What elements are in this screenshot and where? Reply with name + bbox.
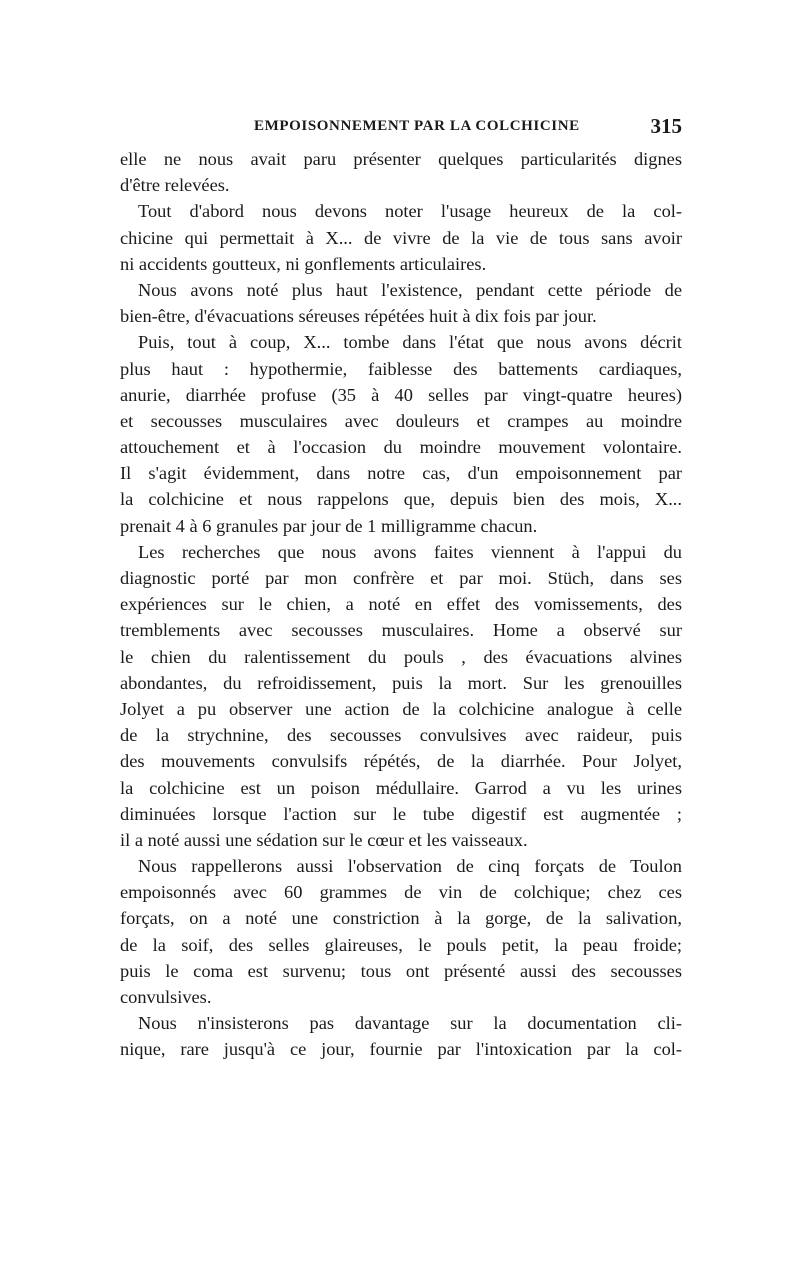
text-line: expériences sur le chien, a noté en effet des vomissements, des [120, 594, 682, 615]
text-line: forçats, on a noté une constriction à la gorge, de la salivation, [120, 908, 682, 929]
text-line: tremblements avec secousses musculaires. Home a observé sur [120, 620, 682, 641]
text-line: Nous rappellerons aussi l'observation de cinq forçats de Toulon [138, 856, 682, 877]
text-line: chicine qui permettait à X... de vivre de la vie de tous sans avoir [120, 227, 682, 248]
text-line: puis le coma est survenu; tous ont présenté aussi des secousses [120, 960, 682, 981]
text-line: nique, rare jusqu'à ce jour, fournie par l'intoxication par la col- [120, 1039, 682, 1060]
text-line: la colchicine et nous rappelons que, depuis bien des mois, X... [120, 489, 682, 510]
text-line: il a noté aussi une sédation sur le cœur et les vaisseaux. [120, 829, 528, 850]
text-line: diagnostic porté par mon confrère et par moi. Stüch, dans ses [120, 568, 682, 588]
running-head [120, 112, 682, 142]
text-line: prenait 4 à 6 granules par jour de 1 milligramme chacun. [120, 515, 538, 536]
text-line: Nous avons noté plus haut l'existence, pendant cette période de [138, 279, 682, 300]
text-line: Tout d'abord nous devons noter l'usage heureux de la col- [138, 201, 682, 222]
text-line: abondantes, du refroidissement, puis la mort. Sur les grenouilles [120, 672, 682, 693]
book-page [120, 112, 682, 1063]
text-line: bien-être, d'évacuations séreuses répétées huit à dix fois par jour. [120, 306, 597, 327]
text-line: des mouvements convulsifs répétés, de la diarrhée. Pour Jolyet, [120, 751, 682, 772]
page-number: 315 [650, 114, 682, 138]
text-line: plus haut : hypothermie, faiblesse des battements cardiaques, [120, 358, 682, 379]
text-line: anurie, diarrhée profuse (35 à 40 selles par vingt-quatre heures) [120, 384, 682, 405]
text-line: diminuées lorsque l'action sur le tube digestif est augmentée ; [120, 803, 682, 824]
text-line: attouchement et à l'occasion du moindre mouvement volontaire. [120, 437, 682, 458]
text-line: ni accidents goutteux, ni gonflements articulaires. [120, 253, 487, 274]
text-line: elle ne nous avait paru présenter quelques particularités dignes [120, 149, 682, 169]
text-line: Les recherches que nous avons faites viennent à l'appui du [138, 541, 682, 562]
text-line: le chien du ralentissement du pouls , des évacuations alvines [120, 646, 682, 667]
text-line: Puis, tout à coup, X... tombe dans l'état que nous avons décrit [138, 332, 682, 353]
text-line: Nous n'insisterons pas davantage sur la documentation cli- [138, 1013, 682, 1034]
text-line: et secousses musculaires avec douleurs et crampes au moindre [120, 410, 682, 431]
text-line: convulsives. [120, 987, 212, 1007]
running-title: EMPOISONNEMENT PAR LA COLCHICINE [254, 118, 580, 134]
body-text [120, 146, 682, 1063]
text-line: empoisonnés avec 60 grammes de vin de colchique; chez ces [120, 882, 682, 903]
text-line: de la strychnine, des secousses convulsives avec raideur, puis [120, 725, 682, 746]
text-line: d'être relevées. [120, 175, 230, 196]
text-line: la colchicine est un poison médullaire. Garrod a vu les urines [120, 777, 682, 798]
text-line: Jolyet a pu observer une action de la colchicine analogue à celle [120, 698, 682, 719]
text-line: de la soif, des selles glaireuses, le pouls petit, la peau froide; [120, 934, 682, 955]
text-line: Il s'agit évidemment, dans notre cas, d'un empoisonnement par [120, 463, 682, 484]
